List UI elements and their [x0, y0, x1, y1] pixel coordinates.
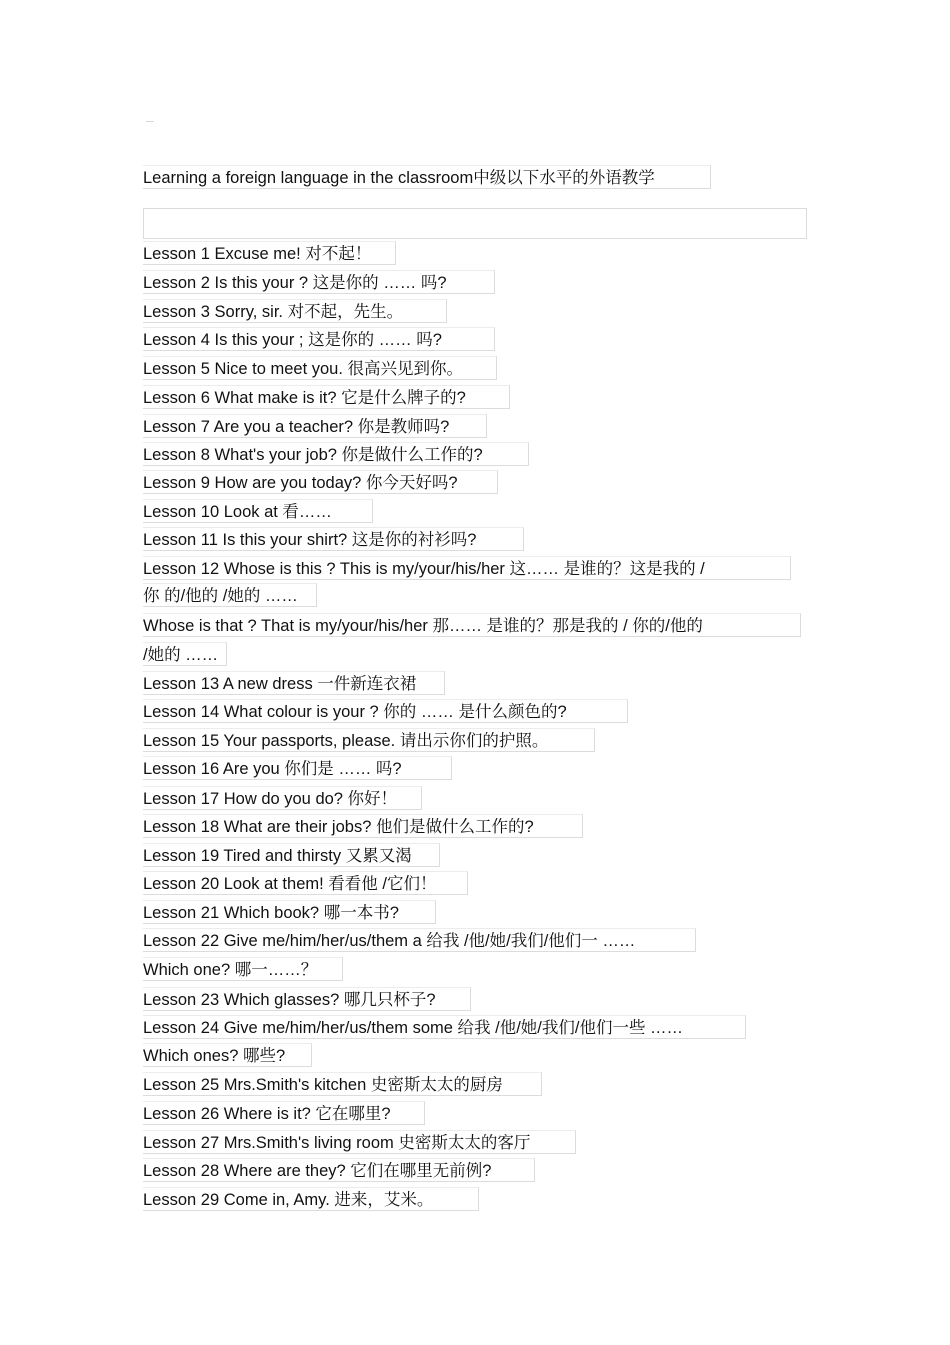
lesson-line: Lesson 11 Is this your shirt? 这是你的衬衫吗?: [143, 527, 524, 551]
lesson-line: Lesson 19 Tired and thirsty 又累又渴: [143, 843, 440, 867]
lesson-line: Lesson 1 Excuse me! 对不起！: [143, 241, 396, 265]
lesson-line: Lesson 7 Are you a teacher? 你是教师吗?: [143, 414, 487, 438]
lesson-line: Lesson 4 Is this your ; 这是你的 …… 吗?: [143, 327, 495, 351]
lesson-line: Lesson 14 What colour is your ? 你的 …… 是什么颜色的?: [143, 699, 628, 723]
lesson-line: 你 的/他的 /她的 ……: [143, 583, 317, 607]
lesson-line: Lesson 27 Mrs.Smith's living room 史密斯太太的客厅: [143, 1130, 576, 1154]
document-title: Learning a foreign language in the classroom中级以下水平的外语教学: [143, 165, 711, 189]
lesson-line: Lesson 28 Where are they? 它们在哪里无前例?: [143, 1158, 535, 1182]
lesson-line: Lesson 12 Whose is this ? This is my/your/his/her 这…… 是谁的？这是我的 /: [143, 556, 791, 580]
lesson-line: Whose is that ? That is my/your/his/her 那…… 是谁的？那是我的 / 你的/他的: [143, 613, 801, 637]
lesson-line: Lesson 20 Look at them! 看看他 /它们！: [143, 871, 468, 895]
lesson-line: Lesson 2 Is this your ? 这是你的 …… 吗?: [143, 270, 495, 294]
lesson-line: Lesson 8 What's your job? 你是做什么工作的?: [143, 442, 529, 466]
lesson-line: Lesson 17 How do you do? 你好！: [143, 786, 422, 810]
lesson-line: /她的 ……: [143, 642, 227, 666]
lesson-line: Lesson 23 Which glasses? 哪几只杯子?: [143, 987, 471, 1011]
lesson-line: Lesson 21 Which book? 哪一本书?: [143, 900, 436, 924]
lesson-line: Lesson 6 What make is it? 它是什么牌子的?: [143, 385, 510, 409]
lesson-line: Lesson 15 Your passports, please. 请出示你们的护照。: [143, 728, 595, 752]
blank-text-box: [143, 208, 807, 239]
lesson-line: Lesson 16 Are you 你们是 …… 吗?: [143, 756, 452, 780]
corner-mark: [146, 121, 154, 122]
lesson-line: Which one? 哪一……？: [143, 957, 343, 981]
lesson-line: Lesson 18 What are their jobs? 他们是做什么工作的?: [143, 814, 583, 838]
lesson-line: Lesson 5 Nice to meet you. 很高兴见到你。: [143, 356, 497, 380]
lesson-line: Lesson 29 Come in, Amy. 进来，艾米。: [143, 1187, 479, 1211]
lesson-line: Which ones? 哪些?: [143, 1043, 312, 1067]
lesson-line: Lesson 25 Mrs.Smith's kitchen 史密斯太太的厨房: [143, 1072, 542, 1096]
lesson-line: Lesson 13 A new dress 一件新连衣裙: [143, 671, 445, 695]
lesson-line: Lesson 10 Look at 看……: [143, 499, 373, 523]
lesson-line: Lesson 22 Give me/him/her/us/them a 给我 /他/她/我们/他们一 ……: [143, 928, 696, 952]
lesson-line: Lesson 26 Where is it? 它在哪里?: [143, 1101, 425, 1125]
lesson-line: Lesson 3 Sorry, sir. 对不起，先生。: [143, 299, 447, 323]
lesson-line: Lesson 9 How are you today? 你今天好吗?: [143, 470, 498, 494]
lesson-line: Lesson 24 Give me/him/her/us/them some 给我 /他/她/我们/他们一些 ……: [143, 1015, 746, 1039]
